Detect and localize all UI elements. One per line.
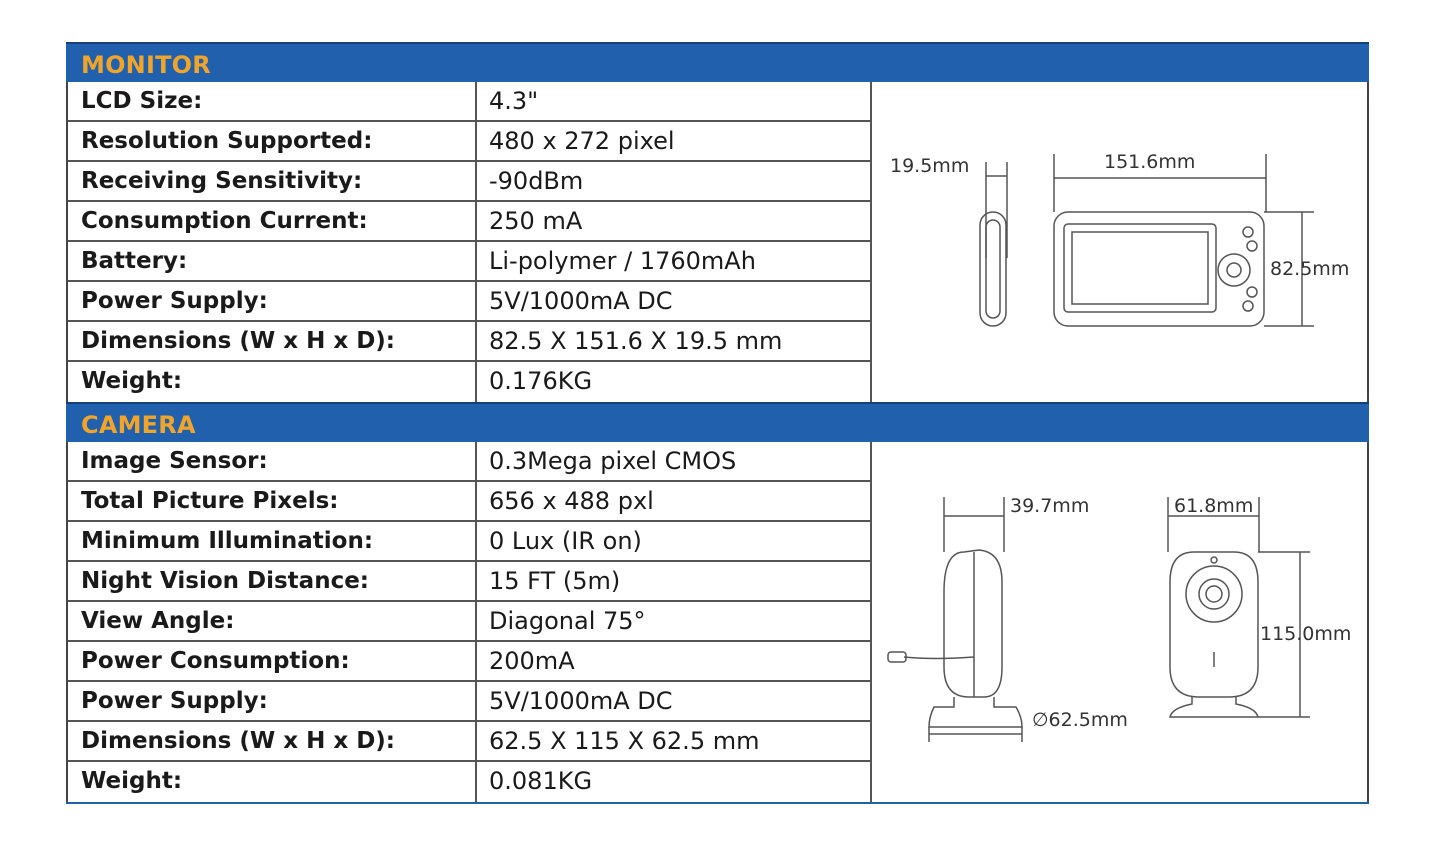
monitor-section [66,82,1369,402]
spec-label: View Angle: [68,602,477,640]
bottom-rule [66,802,1369,804]
monitor-height-label: 82.5mm [1270,258,1350,280]
camera-section-header [66,402,1369,442]
spec-label: Weight: [68,362,477,402]
camera-section [66,442,1369,802]
spec-label: Power Consumption: [68,642,477,680]
spec-label: Battery: [68,242,477,280]
spec-row [68,122,872,162]
spec-value: 5V/1000mA DC [477,282,872,320]
camera-drawing-svg [874,442,1367,802]
spec-row [68,722,872,762]
camera-depth-label: 39.7mm [1010,495,1090,517]
spec-row [68,282,872,322]
spec-row [68,762,872,802]
spec-value: 0.3Mega pixel CMOS [477,442,872,480]
monitor-spec-table [68,82,872,402]
spec-label: Total Picture Pixels: [68,482,477,520]
spec-label: Receiving Sensitivity: [68,162,477,200]
spec-label: LCD Size: [68,82,477,120]
camera-spec-table [68,442,872,802]
spec-label: Power Supply: [68,682,477,720]
spec-value: 0 Lux (IR on) [477,522,872,560]
spec-label: Minimum Illumination: [68,522,477,560]
spec-value: 656 x 488 pxl [477,482,872,520]
spec-row [68,562,872,602]
spec-row [68,642,872,682]
spec-value: 82.5 X 151.6 X 19.5 mm [477,322,872,360]
camera-width-label: 61.8mm [1174,495,1254,517]
spec-value: 0.081KG [477,762,872,802]
spec-row [68,162,872,202]
spec-label: Weight: [68,762,477,802]
spec-value: Diagonal 75° [477,602,872,640]
camera-section-title: CAMERA [81,411,196,439]
spec-row [68,442,872,482]
spec-value: 4.3" [477,82,872,120]
monitor-side-outline [980,212,1006,326]
monitor-section-title: MONITOR [81,51,211,79]
spec-row [68,322,872,362]
spec-row [68,242,872,282]
spec-label: Dimensions (W x H x D): [68,722,477,760]
spec-row [68,522,872,562]
spec-row [68,202,872,242]
monitor-section-header [66,42,1369,82]
monitor-depth-label: 19.5mm [890,155,970,177]
camera-dimension-drawing [874,442,1367,802]
spec-label: Night Vision Distance: [68,562,477,600]
camera-front-outline [1170,552,1258,697]
monitor-front-outline [1054,212,1264,326]
monitor-width-label: 151.6mm [1104,151,1196,173]
spec-value: 0.176KG [477,362,872,402]
spec-row [68,602,872,642]
spec-label: Image Sensor: [68,442,477,480]
monitor-drawing-svg [874,82,1367,402]
spec-label: Resolution Supported: [68,122,477,160]
spec-label: Dimensions (W x H x D): [68,322,477,360]
spec-value: 250 mA [477,202,872,240]
spec-row [68,482,872,522]
spec-value: 480 x 272 pixel [477,122,872,160]
spec-label: Power Supply: [68,282,477,320]
spec-sheet [66,42,1369,804]
spec-value: 62.5 X 115 X 62.5 mm [477,722,872,760]
spec-value: Li-polymer / 1760mAh [477,242,872,280]
spec-row [68,682,872,722]
camera-side-outline [944,550,1002,697]
spec-value: 5V/1000mA DC [477,682,872,720]
spec-row [68,362,872,402]
monitor-dimension-drawing [874,82,1367,402]
camera-height-label: 115.0mm [1260,623,1352,645]
spec-value: -90dBm [477,162,872,200]
spec-row [68,82,872,122]
spec-label: Consumption Current: [68,202,477,240]
camera-base-label: ∅62.5mm [1032,709,1128,731]
spec-value: 15 FT (5m) [477,562,872,600]
spec-value: 200mA [477,642,872,680]
